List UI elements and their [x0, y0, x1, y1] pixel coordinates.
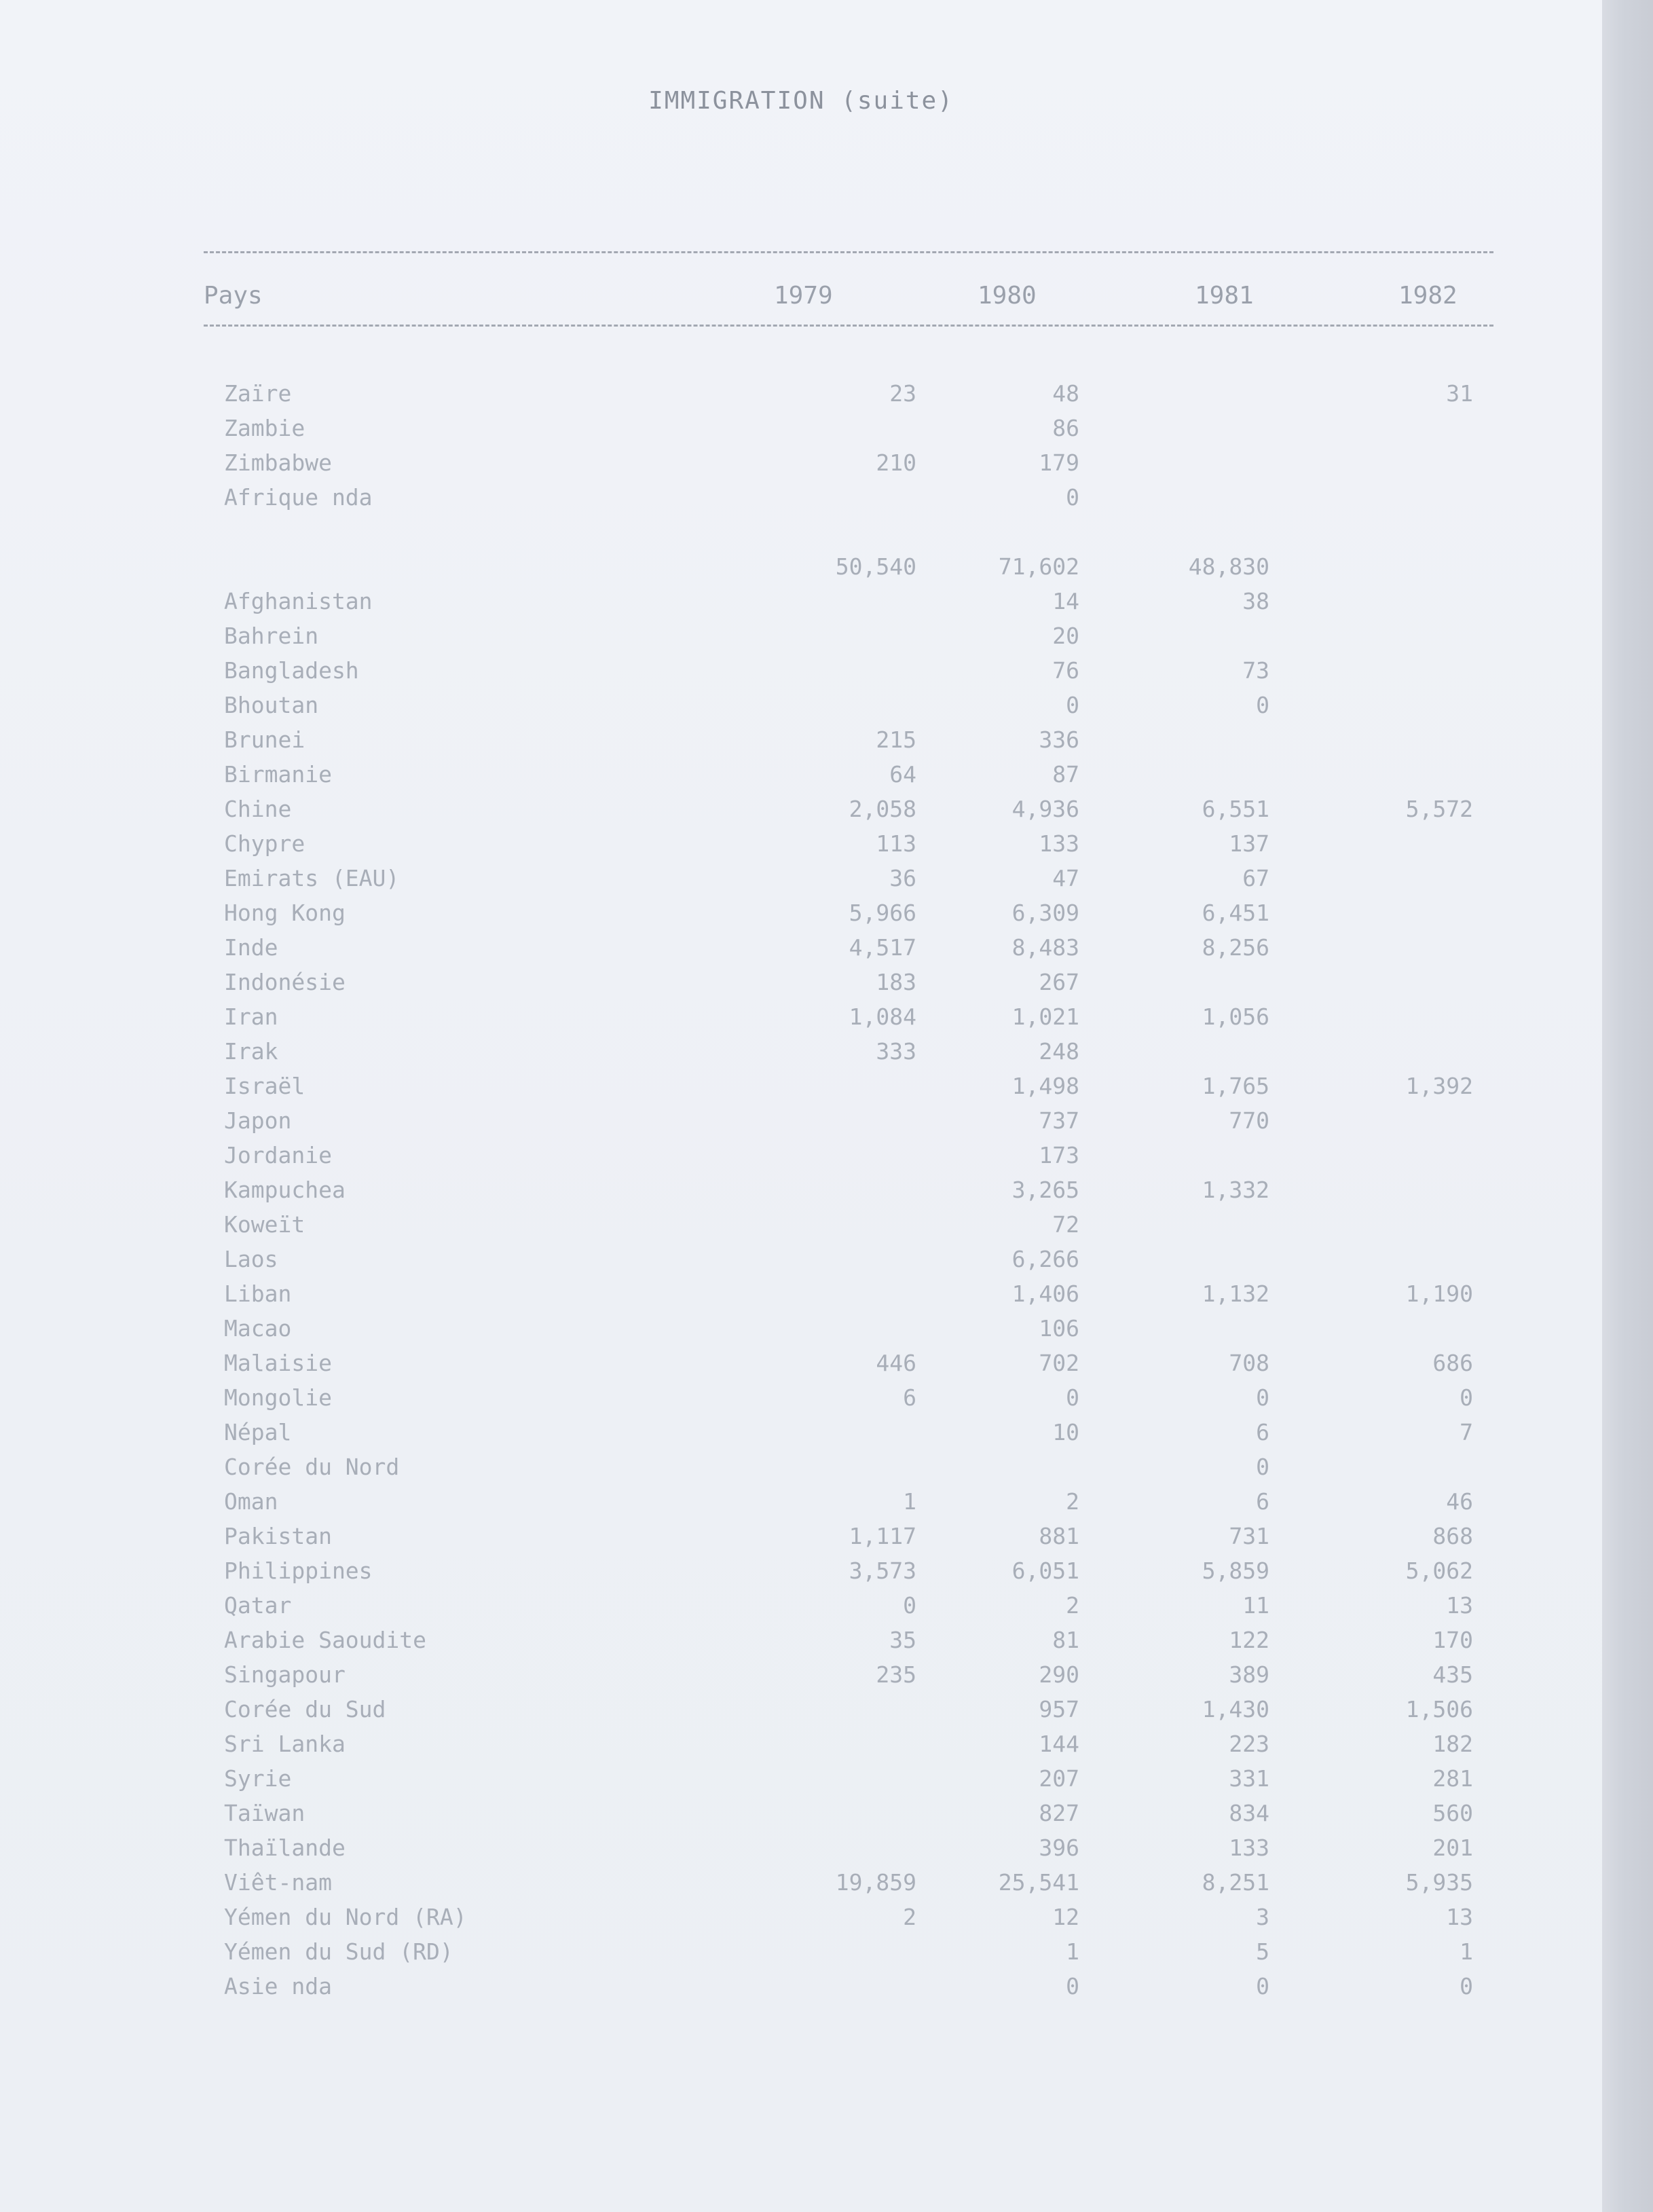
country-cell: Afrique nda — [224, 484, 373, 511]
table-row — [224, 623, 1487, 657]
table-row — [224, 1835, 1487, 1868]
value-cell-1980: 0 — [1066, 1384, 1079, 1411]
table-row — [224, 1627, 1487, 1661]
country-cell: Bangladesh — [224, 657, 359, 684]
country-cell: Laos — [224, 1246, 278, 1272]
table-row — [224, 1107, 1487, 1141]
page-title: IMMIGRATION (suite) — [648, 87, 954, 115]
value-cell-1979: 1,117 — [849, 1523, 916, 1549]
table-row — [224, 1142, 1487, 1176]
value-cell-1980: 1,498 — [1011, 1073, 1079, 1099]
table-row — [224, 934, 1487, 968]
value-cell-1979: 0 — [903, 1592, 916, 1619]
table-row — [224, 1003, 1487, 1037]
value-cell-1980: 144 — [1039, 1731, 1079, 1757]
country-cell: Népal — [224, 1419, 292, 1445]
value-cell-1982: 1,392 — [1405, 1073, 1473, 1099]
table-row — [224, 830, 1487, 864]
value-cell-1980: 2 — [1066, 1488, 1079, 1515]
value-cell-1981: 708 — [1229, 1350, 1269, 1376]
value-cell-1979: 446 — [876, 1350, 916, 1376]
value-cell-1980: 48 — [1052, 380, 1079, 407]
value-cell-1981: 389 — [1229, 1661, 1269, 1688]
value-cell-1980: 47 — [1052, 865, 1079, 891]
header-year-1979: 1979 — [774, 282, 833, 310]
value-cell-1982: 868 — [1432, 1523, 1473, 1549]
country-cell: Afghanistan — [224, 588, 373, 614]
value-cell-1981: 0 — [1256, 1973, 1269, 1999]
country-cell: Philippines — [224, 1557, 373, 1584]
country-cell: Malaisie — [224, 1350, 332, 1376]
value-cell-1982: 170 — [1432, 1627, 1473, 1653]
value-cell-1981: 770 — [1229, 1107, 1269, 1134]
value-cell-1981: 38 — [1242, 588, 1269, 614]
value-cell-1981: 6 — [1256, 1488, 1269, 1515]
value-cell-1980: 737 — [1039, 1107, 1079, 1134]
value-cell-1980: 86 — [1052, 415, 1079, 441]
table-row — [224, 1696, 1487, 1730]
country-cell: Thaïlande — [224, 1835, 346, 1861]
value-cell-1981: 834 — [1229, 1800, 1269, 1826]
table-row — [224, 1454, 1487, 1488]
value-cell-1980: 72 — [1052, 1211, 1079, 1238]
table-row — [224, 1419, 1487, 1453]
country-cell: Syrie — [224, 1765, 292, 1792]
value-cell-1979: 6 — [903, 1384, 916, 1411]
value-cell-1980: 6,266 — [1011, 1246, 1079, 1272]
table-row — [224, 1661, 1487, 1695]
country-cell: Zaïre — [224, 380, 292, 407]
value-cell-1979: 36 — [889, 865, 916, 891]
value-cell-1979: 35 — [889, 1627, 916, 1653]
country-cell: Emirats (EAU) — [224, 865, 400, 891]
header-year-1982: 1982 — [1398, 282, 1457, 310]
country-cell: Taïwan — [224, 1800, 305, 1826]
country-cell: Chypre — [224, 830, 305, 857]
table-row — [224, 1592, 1487, 1626]
table-row — [224, 380, 1487, 414]
value-cell-1981: 8,256 — [1202, 934, 1269, 961]
country-cell: Kampuchea — [224, 1177, 346, 1203]
value-cell-1982: 1,506 — [1405, 1696, 1473, 1722]
value-cell-1981: 1,765 — [1202, 1073, 1269, 1099]
table-row — [224, 761, 1487, 795]
value-cell-1979: 210 — [876, 449, 916, 476]
value-cell-1980: 396 — [1039, 1835, 1079, 1861]
value-cell-1981: 223 — [1229, 1731, 1269, 1757]
value-cell-1980: 290 — [1039, 1661, 1079, 1688]
table-row — [224, 969, 1487, 1003]
value-cell-1982: 7 — [1460, 1419, 1473, 1445]
country-cell: Liban — [224, 1280, 292, 1307]
value-cell-1980: 12 — [1052, 1904, 1079, 1930]
table-row — [224, 588, 1487, 622]
value-cell-1982: 1 — [1460, 1938, 1473, 1965]
value-cell-1979: 64 — [889, 761, 916, 788]
value-cell-1980: 207 — [1039, 1765, 1079, 1792]
table-row — [224, 1765, 1487, 1799]
table-row — [224, 1350, 1487, 1384]
table-row — [224, 657, 1487, 691]
value-cell-1982: 0 — [1460, 1973, 1473, 1999]
table-row — [224, 1177, 1487, 1211]
value-cell-1982: 560 — [1432, 1800, 1473, 1826]
value-cell-1982: 13 — [1446, 1592, 1473, 1619]
value-cell-1980: 336 — [1039, 726, 1079, 753]
header-country: Pays — [204, 282, 263, 310]
value-cell-1981: 5 — [1256, 1938, 1269, 1965]
header-year-1981: 1981 — [1195, 282, 1254, 310]
table-row — [224, 865, 1487, 899]
country-cell: Singapour — [224, 1661, 346, 1688]
table-row — [224, 1731, 1487, 1765]
value-cell-1979: 215 — [876, 726, 916, 753]
value-cell-1980: 6,051 — [1011, 1557, 1079, 1584]
value-cell-1980: 3,265 — [1011, 1177, 1079, 1203]
country-cell: Jordanie — [224, 1142, 332, 1168]
value-cell-1980: 702 — [1039, 1350, 1079, 1376]
country-cell: Sri Lanka — [224, 1731, 346, 1757]
value-cell-1980: 173 — [1039, 1142, 1079, 1168]
value-cell-1980: 25,541 — [998, 1869, 1079, 1896]
value-cell-1979: 19,859 — [835, 1869, 916, 1896]
country-cell: Bhoutan — [224, 692, 319, 718]
value-cell-1979: 235 — [876, 1661, 916, 1688]
value-cell-1981: 1,430 — [1202, 1696, 1269, 1722]
value-cell-1982: 1,190 — [1405, 1280, 1473, 1307]
value-cell-1981: 0 — [1256, 1384, 1269, 1411]
page-edge — [1602, 0, 1653, 2212]
value-cell-1982: 5,062 — [1405, 1557, 1473, 1584]
value-cell-1980: 267 — [1039, 969, 1079, 995]
value-cell-1980: 0 — [1066, 692, 1079, 718]
country-cell: Yémen du Sud (RD) — [224, 1938, 453, 1965]
value-cell-1982: 201 — [1432, 1835, 1473, 1861]
table-row — [224, 692, 1487, 726]
value-cell-1982: 281 — [1432, 1765, 1473, 1792]
value-cell-1979: 113 — [876, 830, 916, 857]
country-cell: Macao — [224, 1315, 292, 1342]
country-cell: Arabie Saoudite — [224, 1627, 427, 1653]
value-cell-1979: 1,084 — [849, 1003, 916, 1030]
value-cell-1980: 20 — [1052, 623, 1079, 649]
country-cell: Viêt-nam — [224, 1869, 332, 1896]
country-cell: Israël — [224, 1073, 305, 1099]
value-cell-1980: 6,309 — [1011, 900, 1079, 926]
country-cell: Oman — [224, 1488, 278, 1515]
table-row — [224, 449, 1487, 483]
value-cell-1980: 248 — [1039, 1038, 1079, 1065]
table-row — [224, 900, 1487, 934]
table-row — [224, 1315, 1487, 1349]
table-row — [224, 1800, 1487, 1834]
table-row — [224, 1211, 1487, 1245]
value-cell-1980: 4,936 — [1011, 796, 1079, 822]
value-cell-1979: 183 — [876, 969, 916, 995]
table-row — [224, 1280, 1487, 1314]
value-cell-1981: 1,332 — [1202, 1177, 1269, 1203]
value-cell-1981: 3 — [1256, 1904, 1269, 1930]
header-rule-bottom — [204, 325, 1493, 327]
country-cell: Zambie — [224, 415, 305, 441]
value-cell-1980: 81 — [1052, 1627, 1079, 1653]
country-cell: Hong Kong — [224, 900, 346, 926]
value-cell-1982: 435 — [1432, 1661, 1473, 1688]
value-cell-1980: 76 — [1052, 657, 1079, 684]
country-cell: Brunei — [224, 726, 305, 753]
value-cell-1980: 881 — [1039, 1523, 1079, 1549]
value-cell-1979: 50,540 — [835, 553, 916, 580]
value-cell-1982: 13 — [1446, 1904, 1473, 1930]
country-cell: Pakistan — [224, 1523, 332, 1549]
value-cell-1980: 1,021 — [1011, 1003, 1079, 1030]
value-cell-1982: 5,572 — [1405, 796, 1473, 822]
value-cell-1981: 48,830 — [1188, 553, 1269, 580]
table-row — [224, 1973, 1487, 2007]
value-cell-1981: 6 — [1256, 1419, 1269, 1445]
table-row — [224, 1869, 1487, 1903]
value-cell-1980: 106 — [1039, 1315, 1079, 1342]
country-cell: Mongolie — [224, 1384, 332, 1411]
table-row — [224, 796, 1487, 830]
value-cell-1980: 14 — [1052, 588, 1079, 614]
value-cell-1981: 731 — [1229, 1523, 1269, 1549]
value-cell-1979: 5,966 — [849, 900, 916, 926]
value-cell-1981: 0 — [1256, 692, 1269, 718]
value-cell-1982: 31 — [1446, 380, 1473, 407]
country-cell: Qatar — [224, 1592, 292, 1619]
header-year-1980: 1980 — [978, 282, 1037, 310]
table-row — [224, 726, 1487, 760]
value-cell-1981: 67 — [1242, 865, 1269, 891]
table-row — [224, 415, 1487, 449]
table-row — [224, 1523, 1487, 1557]
value-cell-1980: 0 — [1066, 1973, 1079, 1999]
value-cell-1980: 133 — [1039, 830, 1079, 857]
country-cell: Indonésie — [224, 969, 346, 995]
value-cell-1980: 71,602 — [998, 553, 1079, 580]
value-cell-1981: 6,551 — [1202, 796, 1269, 822]
value-cell-1980: 2 — [1066, 1592, 1079, 1619]
value-cell-1982: 182 — [1432, 1731, 1473, 1757]
value-cell-1981: 122 — [1229, 1627, 1269, 1653]
value-cell-1979: 3,573 — [849, 1557, 916, 1584]
value-cell-1980: 8,483 — [1011, 934, 1079, 961]
table-row — [224, 1557, 1487, 1591]
value-cell-1981: 331 — [1229, 1765, 1269, 1792]
value-cell-1981: 1,132 — [1202, 1280, 1269, 1307]
value-cell-1981: 5,859 — [1202, 1557, 1269, 1584]
country-cell: Corée du Sud — [224, 1696, 386, 1722]
value-cell-1981: 0 — [1256, 1454, 1269, 1480]
value-cell-1980: 827 — [1039, 1800, 1079, 1826]
value-cell-1982: 46 — [1446, 1488, 1473, 1515]
value-cell-1982: 686 — [1432, 1350, 1473, 1376]
table-row — [224, 1904, 1487, 1938]
country-cell: Asie nda — [224, 1973, 332, 1999]
value-cell-1980: 0 — [1066, 484, 1079, 511]
value-cell-1982: 5,935 — [1405, 1869, 1473, 1896]
value-cell-1981: 11 — [1242, 1592, 1269, 1619]
table-row — [224, 553, 1487, 587]
value-cell-1979: 2 — [903, 1904, 916, 1930]
table-row — [224, 1488, 1487, 1522]
value-cell-1980: 179 — [1039, 449, 1079, 476]
value-cell-1980: 957 — [1039, 1696, 1079, 1722]
table-row — [224, 1073, 1487, 1107]
value-cell-1979: 23 — [889, 380, 916, 407]
country-cell: Bahrein — [224, 623, 319, 649]
country-cell: Koweït — [224, 1211, 305, 1238]
value-cell-1981: 137 — [1229, 830, 1269, 857]
value-cell-1980: 1 — [1066, 1938, 1079, 1965]
value-cell-1981: 133 — [1229, 1835, 1269, 1861]
value-cell-1979: 333 — [876, 1038, 916, 1065]
value-cell-1982: 0 — [1460, 1384, 1473, 1411]
value-cell-1980: 1,406 — [1011, 1280, 1079, 1307]
country-cell: Corée du Nord — [224, 1454, 400, 1480]
country-cell: Irak — [224, 1038, 278, 1065]
table-row — [224, 1246, 1487, 1280]
country-cell: Birmanie — [224, 761, 332, 788]
value-cell-1979: 1 — [903, 1488, 916, 1515]
value-cell-1981: 73 — [1242, 657, 1269, 684]
country-cell: Japon — [224, 1107, 292, 1134]
country-cell: Iran — [224, 1003, 278, 1030]
table-row — [224, 484, 1487, 518]
table-row — [224, 1384, 1487, 1418]
value-cell-1981: 1,056 — [1202, 1003, 1269, 1030]
country-cell: Chine — [224, 796, 292, 822]
table-row — [224, 1938, 1487, 1972]
country-cell: Zimbabwe — [224, 449, 332, 476]
value-cell-1979: 2,058 — [849, 796, 916, 822]
country-cell: Yémen du Nord (RA) — [224, 1904, 467, 1930]
value-cell-1979: 4,517 — [849, 934, 916, 961]
country-cell: Inde — [224, 934, 278, 961]
value-cell-1980: 87 — [1052, 761, 1079, 788]
value-cell-1981: 8,251 — [1202, 1869, 1269, 1896]
header-rule-top — [204, 251, 1493, 253]
table-row — [224, 519, 1487, 553]
value-cell-1980: 10 — [1052, 1419, 1079, 1445]
value-cell-1981: 6,451 — [1202, 900, 1269, 926]
table-row — [224, 1038, 1487, 1072]
